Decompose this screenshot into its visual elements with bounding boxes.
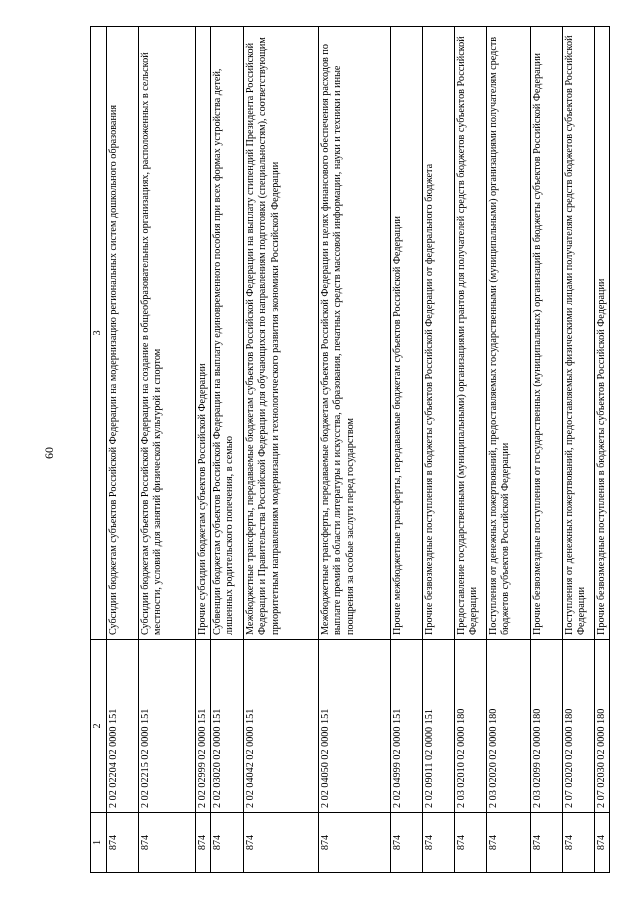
revenue-name-cell: Субсидии бюджетам субъектов Российской Федерации на модернизацию региональных систем дошкольного образования: [107, 27, 139, 640]
table-row: [531, 27, 563, 873]
admin-code-cell: 874: [455, 813, 487, 873]
revenue-name-cell: Прочие безвозмездные поступления в бюджеты субъектов Российской Федерации от федерального бюджета: [423, 27, 455, 640]
table-row: [244, 27, 319, 873]
revenue-name-cell: Поступления от денежных пожертвований, предоставляемых государственными (муниципальными) организациями получателям средств бюджетов субъектов Российской Федерации: [487, 27, 531, 640]
table-row: [595, 27, 610, 873]
revenue-name-cell: Субсидии бюджетам субъектов Российской Федерации на создание в общеобразовательных организациях, расположенных в сельской местности, условий для занятий физической культурой и спортом: [139, 27, 196, 640]
classification-code-cell: 2 02 04999 02 0000 151: [391, 640, 423, 813]
admin-code-cell: 874: [423, 813, 455, 873]
admin-code-cell: 874: [487, 813, 531, 873]
revenue-name-cell: Межбюджетные трансферты, передаваемые бюджетам субъектов Российской Федерации на выплату стипендий Президента Российской Федерации и Правительства Российской Федерации для обучающихся по направлениям подготовки (специальностям), соответствующим приоритетным направлениям модернизации и технологического развития экономики Российской Федерации: [244, 27, 319, 640]
classification-code-cell: 2 02 04050 02 0000 151: [319, 640, 391, 813]
revenue-name-cell: Прочие межбюджетные трансферты, передаваемые бюджетам субъектов Российской Федерации: [391, 27, 423, 640]
admin-code-cell: 874: [563, 813, 595, 873]
classification-code-cell: 2 03 02099 02 0000 180: [531, 640, 563, 813]
revenue-name-cell: Субвенции бюджетам субъектов Российской Федерации на выплату единовременного пособия при всех формах устройства детей, лишенных родительского попечения, в семью: [211, 27, 244, 640]
column-header-3: 3: [91, 27, 107, 640]
table-header-row: [91, 27, 107, 873]
table-row: [319, 27, 391, 873]
admin-code-cell: 874: [196, 813, 211, 873]
revenue-name-cell: Поступления от денежных пожертвований, предоставляемых физическими лицами получателям средств бюджетов субъектов Российской Федерации: [563, 27, 595, 640]
column-header-2: 2: [91, 640, 107, 813]
admin-code-cell: 874: [595, 813, 610, 873]
admin-code-cell: 874: [319, 813, 391, 873]
admin-code-cell: 874: [139, 813, 196, 873]
revenue-name-cell: Предоставление государственными (муниципальными) организациями грантов для получателей средств бюджетов субъектов Российской Федерации: [455, 27, 487, 640]
page-number: 60: [42, 447, 56, 459]
classification-code-cell: 2 03 02010 02 0000 180: [455, 640, 487, 813]
column-header-1: 1: [91, 813, 107, 873]
table-row: [487, 27, 531, 873]
admin-code-cell: 874: [531, 813, 563, 873]
table-row: [211, 27, 244, 873]
admin-code-cell: 874: [391, 813, 423, 873]
table-row: [455, 27, 487, 873]
admin-code-cell: 874: [244, 813, 319, 873]
admin-code-cell: 874: [107, 813, 139, 873]
classification-code-cell: 2 03 02020 02 0000 180: [487, 640, 531, 813]
revenue-name-cell: Прочие безвозмездные поступления в бюджеты субъектов Российской Федерации: [595, 27, 610, 640]
classification-code-cell: 2 07 02030 02 0000 180: [595, 640, 610, 813]
revenue-name-cell: Межбюджетные трансферты, передаваемые бюджетам субъектов Российской Федерации в целях финансового обеспечения расходов по выплате премий в области литературы и искусства, образования, печатных средств массовой информации, науки и техники и иные поощрения за особые заслуги перед государством: [319, 27, 391, 640]
classification-code-cell: 2 02 03020 02 0000 151: [211, 640, 244, 813]
table-row: [139, 27, 196, 873]
classification-code-cell: 2 02 09011 02 0000 151: [423, 640, 455, 813]
revenue-code-table-container: [90, 27, 608, 873]
revenue-name-cell: Прочие субсидии бюджетам субъектов Российской Федерации: [196, 27, 211, 640]
classification-code-cell: 2 02 04042 02 0000 151: [244, 640, 319, 813]
table-row: [563, 27, 595, 873]
table-row: [196, 27, 211, 873]
revenue-name-cell: Прочие безвозмездные поступления от государственных (муниципальных) организаций в бюджеты субъектов Российской Федерации: [531, 27, 563, 640]
classification-code-cell: 2 02 02999 02 0000 151: [196, 640, 211, 813]
classification-code-cell: 2 02 02215 02 0000 151: [139, 640, 196, 813]
admin-code-cell: 874: [211, 813, 244, 873]
revenue-code-table: [90, 26, 610, 873]
classification-code-cell: 2 02 02204 02 0000 151: [107, 640, 139, 813]
table-row: [423, 27, 455, 873]
classification-code-cell: 2 07 02020 02 0000 180: [563, 640, 595, 813]
table-row: [391, 27, 423, 873]
table-row: [107, 27, 139, 873]
